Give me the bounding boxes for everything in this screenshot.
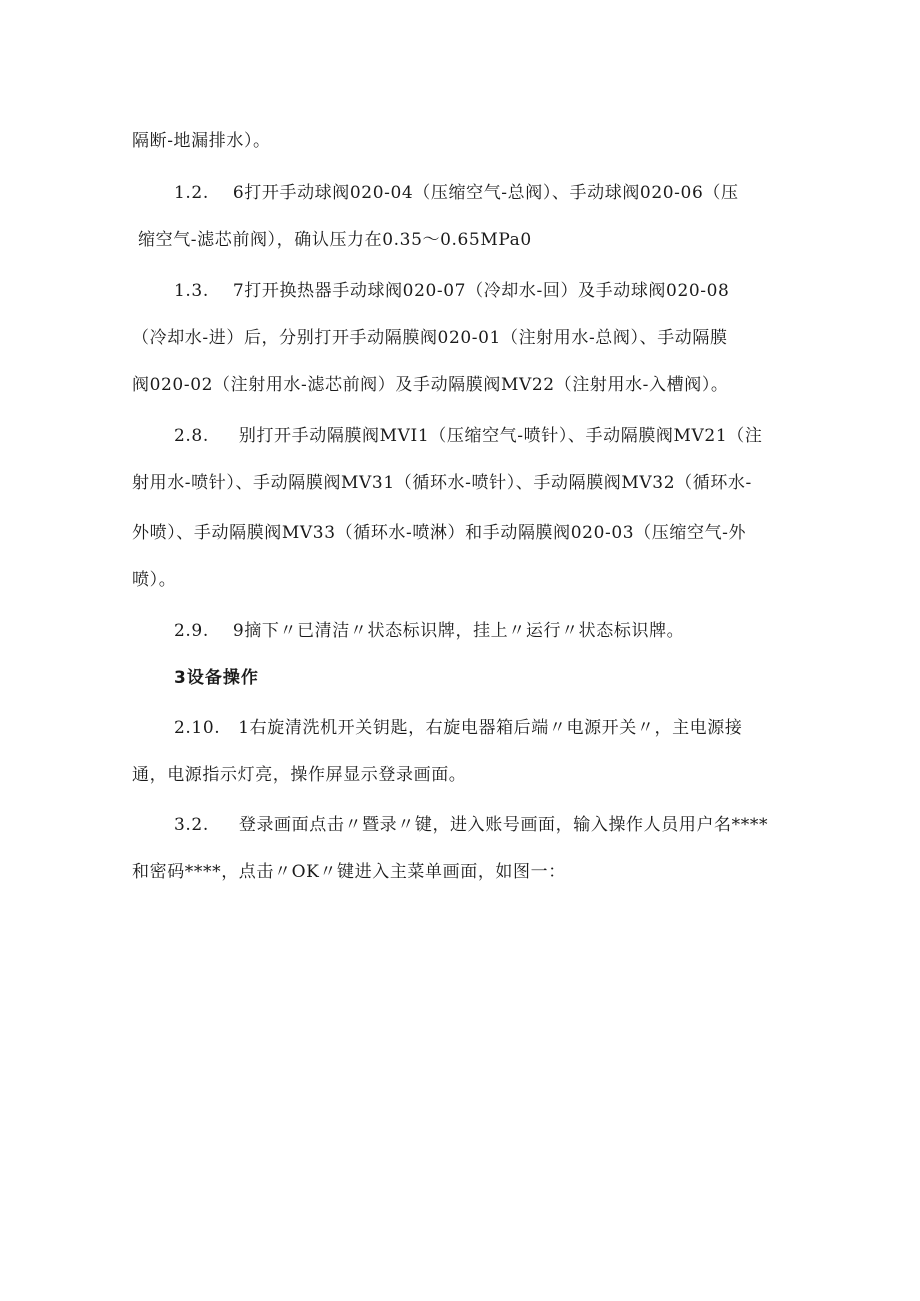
text-line-15: 和密码****，点击〃OK〃键进入主菜单画面，如图一： [132,862,566,882]
text-line-6: 阀020-02（注射用水-滤芯前阀）及手动隔膜阀MV22（注射用水-入槽阀）。 [132,375,729,395]
text-line-12: 2.10. 1右旋清洗机开关钥匙，右旋电器箱后端〃电源开关〃，主电源接 [174,718,743,738]
text-line-1: 隔断-地漏排水）。 [132,131,271,151]
text-line-10: 喷）。 [132,570,177,590]
text-line-13: 通，电源指示灯亮，操作屏显示登录画面。 [132,765,467,785]
text-line-2: 1.2. 6打开手动球阀020-04（压缩空气-总阀）、手动球阀020-06（压 [174,183,739,203]
text-line-3: 缩空气-滤芯前阀），确认压力在0.35～0.65MPa0 [138,230,532,250]
text-line-8: 射用水-喷针）、手动隔膜阀MV31（循环水-喷针）、手动隔膜阀MV32（循环水- [132,473,752,493]
text-line-9: 外喷）、手动隔膜阀MV33（循环水-喷淋）和手动隔膜阀020-03（压缩空气-外 [132,523,747,543]
text-line-7: 2.8. 别打开手动隔膜阀MVI1（压缩空气-喷针）、手动隔膜阀MV21（注 [174,426,763,446]
text-line-11: 2.9. 9摘下〃已清洁〃状态标识牌，挂上〃运行〃状态标识牌。 [174,621,685,641]
section-heading: 3设备操作 [174,668,259,688]
text-line-14: 3.2. 登录画面点击〃暨录〃键，进入账号画面，输入操作人员用户名**** [174,815,769,835]
text-line-5: （冷却水-进）后，分别打开手动隔膜阀020-01（注射用水-总阀）、手动隔膜 [132,328,728,348]
text-line-4: 1.3. 7打开换热器手动球阀020-07（冷却水-回）及手动球阀020-08 [174,281,730,301]
